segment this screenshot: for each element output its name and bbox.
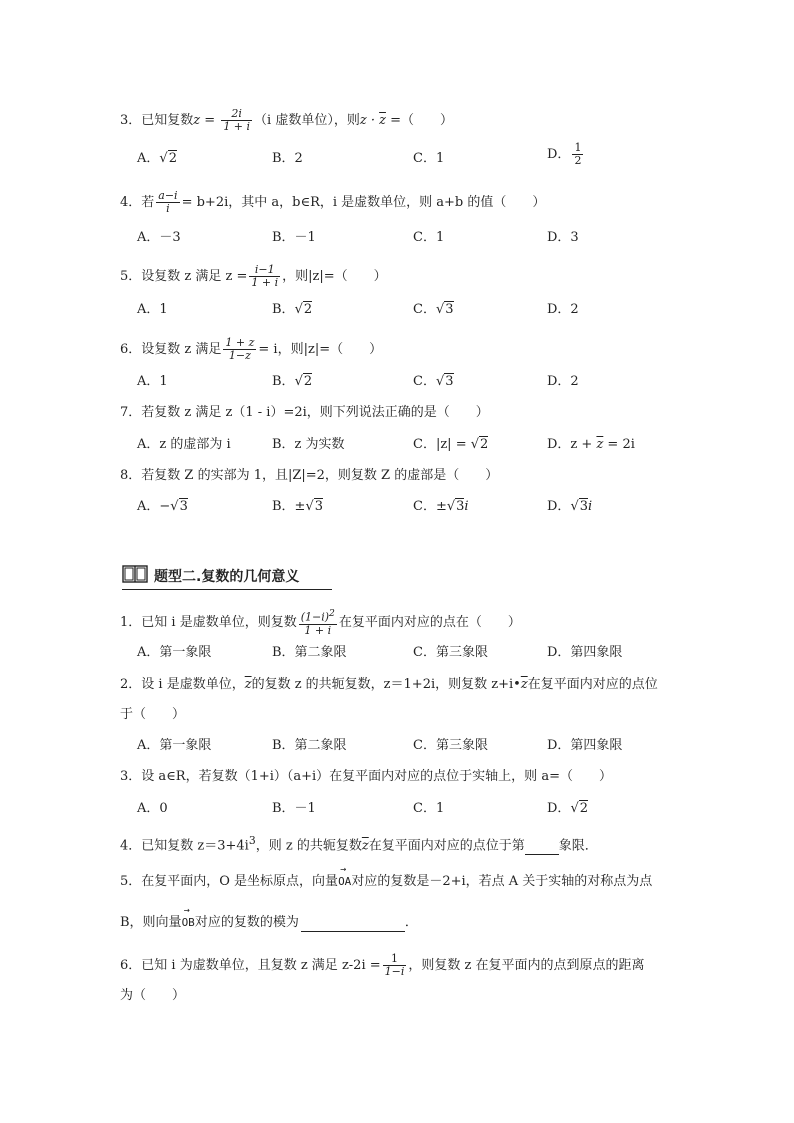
q8-option-d (547, 498, 592, 516)
q7-options (137, 436, 757, 454)
q6-option-b (272, 373, 312, 391)
q6-b-rad: 2 (303, 374, 313, 389)
p2q4-pre: 4．已知复数 z＝3+4i (120, 838, 249, 854)
sqrt-icon: √3 (570, 499, 589, 514)
q7-option-c (413, 436, 488, 454)
q6-label: 6．设复数 z 满足 (120, 342, 222, 357)
q3-tail: =（ ） (385, 113, 453, 128)
p2q3-option-b: B．－1 (272, 801, 316, 816)
part2-question-1 (120, 608, 521, 637)
p2q3-d-rad: 2 (579, 801, 589, 816)
q5-c-rad: 3 (445, 302, 454, 317)
q6-option-a: A．1 (137, 374, 168, 389)
q5-frac-den: 1 + i (251, 276, 279, 289)
sqrt-icon: √3 (435, 302, 454, 317)
q7-c-rad: 2 (480, 437, 489, 452)
q5-label: 5．设复数 z 满足 z = (120, 269, 248, 284)
q6-frac-den: 1−z (228, 349, 251, 362)
sqrt-icon: √2 (294, 302, 313, 317)
p2q2-option-d: D．第四象限 (547, 738, 623, 753)
q3-a-pre: A． (137, 151, 160, 166)
q3-expr: z · (359, 113, 380, 128)
q8-option-c (413, 498, 469, 516)
p2q5-line2-tail: 对应的复数的模为 (194, 915, 299, 930)
section-header (122, 565, 299, 587)
q3-option-c: C．1 (413, 151, 445, 166)
p2q1-label: 1．已知 i 是虚数单位，则复数 (120, 614, 297, 630)
q7-option-d (547, 436, 635, 454)
q3-z: z (193, 113, 201, 128)
question-7: 7．若复数 z 满足 z（1 - i）=2i，则下列说法正确的是（ ） (120, 405, 489, 420)
p2q5-line2-end: ． (404, 915, 418, 930)
part2-question-2 (120, 676, 658, 694)
q5-option-b (272, 301, 312, 319)
p2q6-frac-num: 1 (383, 953, 407, 966)
p2q3-option-c: C．1 (413, 801, 445, 816)
q5-fraction (249, 264, 280, 289)
section-divider (122, 589, 332, 590)
q7-c-pre: C．|z| = (413, 437, 471, 452)
q6-options (137, 373, 757, 391)
p2q6-tail: ，则复数 z 在复平面内的点到原点的距离 (408, 958, 645, 973)
q3-d-fraction (572, 142, 583, 167)
q5-option-c (413, 301, 454, 319)
q4-label: 4．若 (120, 195, 155, 210)
sqrt-icon: √3 (446, 499, 465, 514)
p2q1-frac-num-wrap (299, 608, 337, 625)
q5-c-pre: C． (413, 302, 436, 317)
q6-b-pre: B． (272, 374, 295, 389)
q3-option-d (547, 142, 585, 167)
p2q4-sup: 3 (248, 834, 256, 847)
p2q3-options (137, 800, 757, 818)
question-5 (120, 264, 387, 289)
sqrt-icon: √2 (159, 151, 177, 166)
q3-options (137, 141, 757, 168)
q3-d-num: 1 (574, 141, 582, 154)
q8-b-rad: 3 (314, 499, 324, 514)
book-icon (122, 564, 148, 588)
p2q2-option-b: B．第二象限 (272, 738, 347, 753)
p2q1-option-d: D．第四象限 (547, 645, 623, 660)
q8-d-tail: i (588, 499, 593, 514)
q8-c-rad: 3 (456, 499, 465, 514)
q5-option-d: D．2 (547, 302, 579, 317)
question-8: 8．若复数 Z 的实部为 1，且|Z|=2，则复数 Z 的虚部是（ ） (120, 468, 499, 483)
sqrt-icon: √3 (305, 499, 324, 514)
p2q1-frac-num: (1−i) (300, 610, 330, 624)
q4-options (137, 229, 757, 247)
p2q1-frac-exp: 2 (329, 608, 335, 619)
q5-options (137, 301, 757, 319)
q3-option-a (137, 150, 177, 168)
q8-c-tail: i (464, 499, 469, 514)
p2q2-options (137, 737, 757, 755)
section-title: 题型二.复数的几何意义 (154, 569, 300, 585)
part2-question-3: 3．设 a∈R，若复数（1+i）（a+i）在复平面内对应的点位于实轴上，则 a=（ ） (120, 769, 612, 784)
p2q3-option-a: A．0 (137, 801, 168, 816)
q6-fraction (223, 337, 256, 362)
sqrt-icon: √2 (294, 374, 313, 389)
p2q2-line2: 于（ ） (120, 707, 186, 722)
p2q1-fraction (299, 608, 337, 637)
p2q1-frac-den: 1 + i (304, 623, 332, 637)
p2q2-pre: 2．设 i 是虚数单位， (120, 677, 245, 692)
p2q4-answer-blank[interactable] (525, 838, 559, 855)
q3-label: 3．已知复数 (120, 113, 194, 128)
p2q1-option-b: B．第二象限 (272, 645, 347, 660)
question-4 (120, 190, 545, 215)
q4-text: = b+2i，其中 a，b∈R，i 是虚数单位，则 a+b 的值（ ） (181, 195, 546, 210)
q3-frac-num: 2i (221, 108, 252, 121)
part2-question-5 (120, 873, 652, 891)
q6-frac-num: 1 + z (225, 336, 255, 349)
p2q3-d-pre: D． (547, 801, 571, 816)
p2q6-pre: 6．已知 i 为虚数单位，且复数 z 满足 z-2i = (120, 958, 381, 973)
p2q5-tail: 对应的复数是－2+i，若点 A 关于实轴的对称点为点 (351, 874, 653, 889)
q8-b-pre: B．± (272, 499, 306, 514)
q4-option-b: B．－1 (272, 230, 316, 245)
p2q6-fraction (383, 953, 407, 978)
p2q5-line2-pre: B，则向量 (120, 915, 182, 930)
q3-d-den: 2 (574, 154, 582, 167)
p2q6-frac-den: 1−i (384, 965, 405, 978)
q3-frac-den: 1 + i (223, 120, 251, 133)
p2q2-option-a: A．第一象限 (137, 738, 212, 753)
part2-question-4 (120, 832, 598, 855)
p2q2-option-c: C．第三象限 (413, 738, 488, 753)
q8-options (137, 498, 757, 516)
q5-b-pre: B． (272, 302, 295, 317)
q6-option-d: D．2 (547, 374, 579, 389)
q5-option-a: A．1 (137, 302, 168, 317)
q8-c-pre: C．± (413, 499, 447, 514)
q3-mid: （i 虚数单位），则 (254, 113, 360, 128)
p2q5-line2 (120, 914, 418, 932)
q5-frac-num: i−1 (249, 264, 280, 277)
p2q5-vector-ob: → OB (182, 914, 195, 932)
sqrt-icon: √2 (470, 437, 489, 452)
q7-d-bar: $\overline{z}$ (596, 437, 604, 452)
p2q2-zbar: $\overline{z}$ (244, 677, 252, 692)
p2q3-option-d (547, 800, 588, 818)
sqrt-icon: √3 (170, 499, 188, 514)
p2q4-mid: ，则 z 的共轭复数 (255, 838, 362, 854)
p2q2-mid: 的复数 z 的共轭复数，z＝1+2i，则复数 z+i• (251, 677, 521, 692)
p2q5-pre: 5．在复平面内，O 是坐标原点，向量 (120, 874, 339, 889)
q8-a-pre: A．− (137, 499, 171, 514)
part2-question-6 (120, 953, 645, 978)
p2q1-options (137, 644, 757, 662)
q7-d-pre: D．z + (547, 437, 597, 452)
p2q2-zbar2: $\overline{z}$ (520, 677, 528, 692)
q3-a-rad: 2 (168, 151, 177, 166)
question-3: 3．已知复数z = $\frac{2i}{1 + i}$ （i 虚数单位），则$z \cdot \overline{z}$ =（ ） (120, 107, 453, 133)
q3-d-pre: D． (547, 147, 571, 162)
p2q1-option-c: C．第三象限 (413, 645, 488, 660)
q3-option-b: B．2 (272, 151, 303, 166)
q4-frac-num: a−i (158, 189, 178, 202)
question-6 (120, 337, 382, 362)
q6-option-c (413, 373, 454, 391)
p2q4-zbar: $\overline{z}$ (361, 838, 369, 854)
q3-zbar: $\overline{z}$ (379, 113, 386, 128)
p2q6-line2: 为（ ） (120, 988, 186, 1003)
p2q4-after: 象限． (558, 838, 598, 854)
q8-a-rad: 3 (179, 499, 188, 514)
p2q1-option-a: A．第一象限 (137, 645, 212, 660)
q6-c-pre: C． (413, 374, 436, 389)
p2q4-tail: 在复平面内对应的点位于第 (368, 838, 525, 854)
q4-option-c: C．1 (413, 230, 445, 245)
q7-option-b: B．z 为实数 (272, 437, 345, 452)
sqrt-icon: √3 (435, 374, 454, 389)
q5-b-rad: 2 (303, 302, 313, 317)
p2q1-tail: 在复平面内对应的点在（ ） (338, 614, 521, 630)
q5-tail: ，则|z|=（ ） (282, 269, 387, 284)
p2q5-vector-oa: → OA (338, 873, 351, 891)
p2q2-tail: 在复平面内对应的点位 (527, 677, 658, 692)
q6-c-rad: 3 (445, 374, 454, 389)
q7-d-tail: = 2i (603, 437, 635, 452)
q7-option-a: A．z 的虚部为 i (137, 437, 231, 452)
q4-option-a: A．－3 (137, 230, 181, 245)
q4-fraction (156, 190, 179, 215)
q8-option-a (137, 498, 188, 516)
book-icon-svg (122, 564, 148, 584)
q8-d-pre: D． (547, 499, 571, 514)
q3-fraction (221, 108, 252, 133)
sqrt-icon: √2 (570, 801, 589, 816)
p2q5-answer-blank[interactable] (301, 915, 405, 932)
q8-d-rad: 3 (579, 499, 589, 514)
q8-option-b (272, 498, 323, 516)
q6-tail: = i，则|z|=（ ） (258, 342, 383, 357)
q4-frac-den: i (166, 202, 170, 215)
q4-option-d: D．3 (547, 230, 579, 245)
